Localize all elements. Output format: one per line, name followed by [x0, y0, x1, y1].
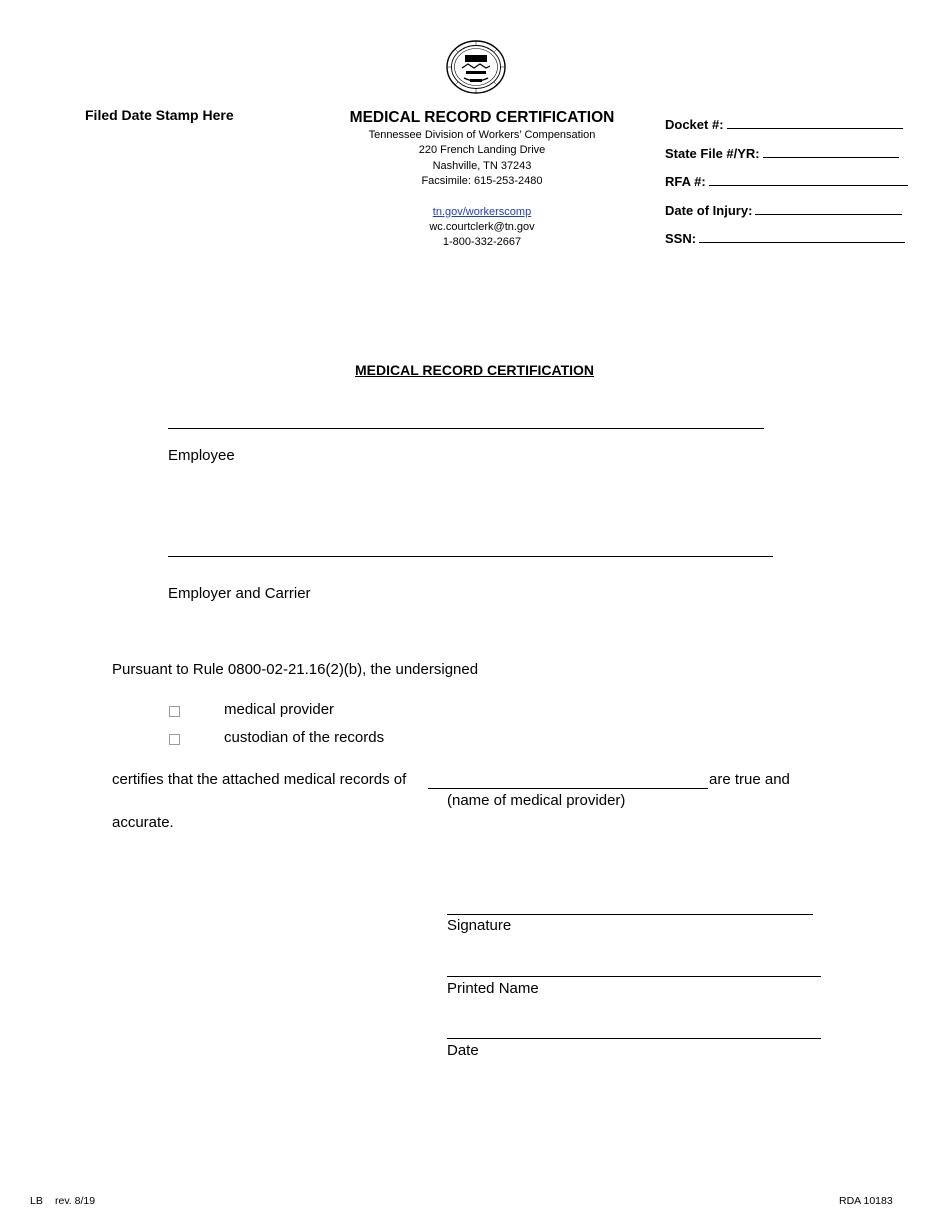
rule-text: Pursuant to Rule 0800-02-21.16(2)(b), the undersigned [112, 661, 479, 678]
court-clerk-email: wc.courtclerk@tn.gov [429, 221, 535, 234]
footer-revision: rev. 8/19 [55, 1195, 96, 1207]
state-seal-icon [446, 40, 506, 94]
fax-number: Facsimile: 615-253-2480 [421, 175, 543, 188]
state-file-field[interactable] [665, 143, 908, 172]
certification-prefix: certifies that the attached medical records of [112, 771, 407, 788]
printed-name-label: Printed Name [447, 980, 539, 997]
employer-carrier-line[interactable] [168, 556, 773, 557]
printed-name-line[interactable] [447, 976, 821, 977]
agency-name: Tennessee Division of Workers’ Compensation [368, 129, 596, 141]
signature-label: Signature [447, 917, 512, 934]
date-label: Date [447, 1042, 479, 1059]
employer-carrier-label: Employer and Carrier [168, 585, 311, 602]
footer-right-code: RDA 10183 [839, 1195, 893, 1207]
docket-label: Docket #: [665, 117, 724, 132]
form-title: MEDICAL RECORD CERTIFICATION [355, 362, 595, 378]
street-address: 220 French Landing Drive [418, 144, 546, 157]
medical-provider-label: medical provider [224, 701, 335, 718]
phone-number: 1-800-332-2667 [442, 236, 522, 249]
ssn-label: SSN: [665, 231, 697, 246]
header-title: MEDICAL RECORD CERTIFICATION [349, 109, 615, 126]
header-block [330, 108, 634, 251]
case-fields [665, 114, 908, 257]
certification-suffix: are true and [709, 771, 790, 788]
date-of-injury-field[interactable] [665, 200, 908, 229]
certification-end: accurate. [112, 814, 174, 831]
rfa-field[interactable] [665, 171, 908, 200]
rfa-label: RFA #: [665, 174, 706, 189]
footer-left-code: LB [30, 1195, 43, 1207]
filed-date-stamp-label: Filed Date Stamp Here [85, 107, 234, 123]
employee-label: Employee [168, 447, 235, 464]
provider-name-line[interactable] [428, 788, 708, 789]
medical-provider-checkbox[interactable] [169, 706, 180, 717]
provider-name-caption: (name of medical provider) [447, 792, 626, 809]
city-address: Nashville, TN 37243 [432, 159, 532, 172]
website-link[interactable]: tn.gov/workerscomp [432, 205, 532, 218]
state-file-label: State File #/YR: [665, 145, 760, 161]
employee-line[interactable] [168, 428, 764, 429]
custodian-label: custodian of the records [224, 729, 385, 746]
signature-line[interactable] [447, 914, 813, 915]
custodian-checkbox[interactable] [169, 734, 180, 745]
date-of-injury-label: Date of Injury: [665, 202, 753, 218]
docket-field[interactable] [665, 114, 908, 143]
date-line[interactable] [447, 1038, 821, 1039]
ssn-field[interactable] [665, 228, 908, 257]
